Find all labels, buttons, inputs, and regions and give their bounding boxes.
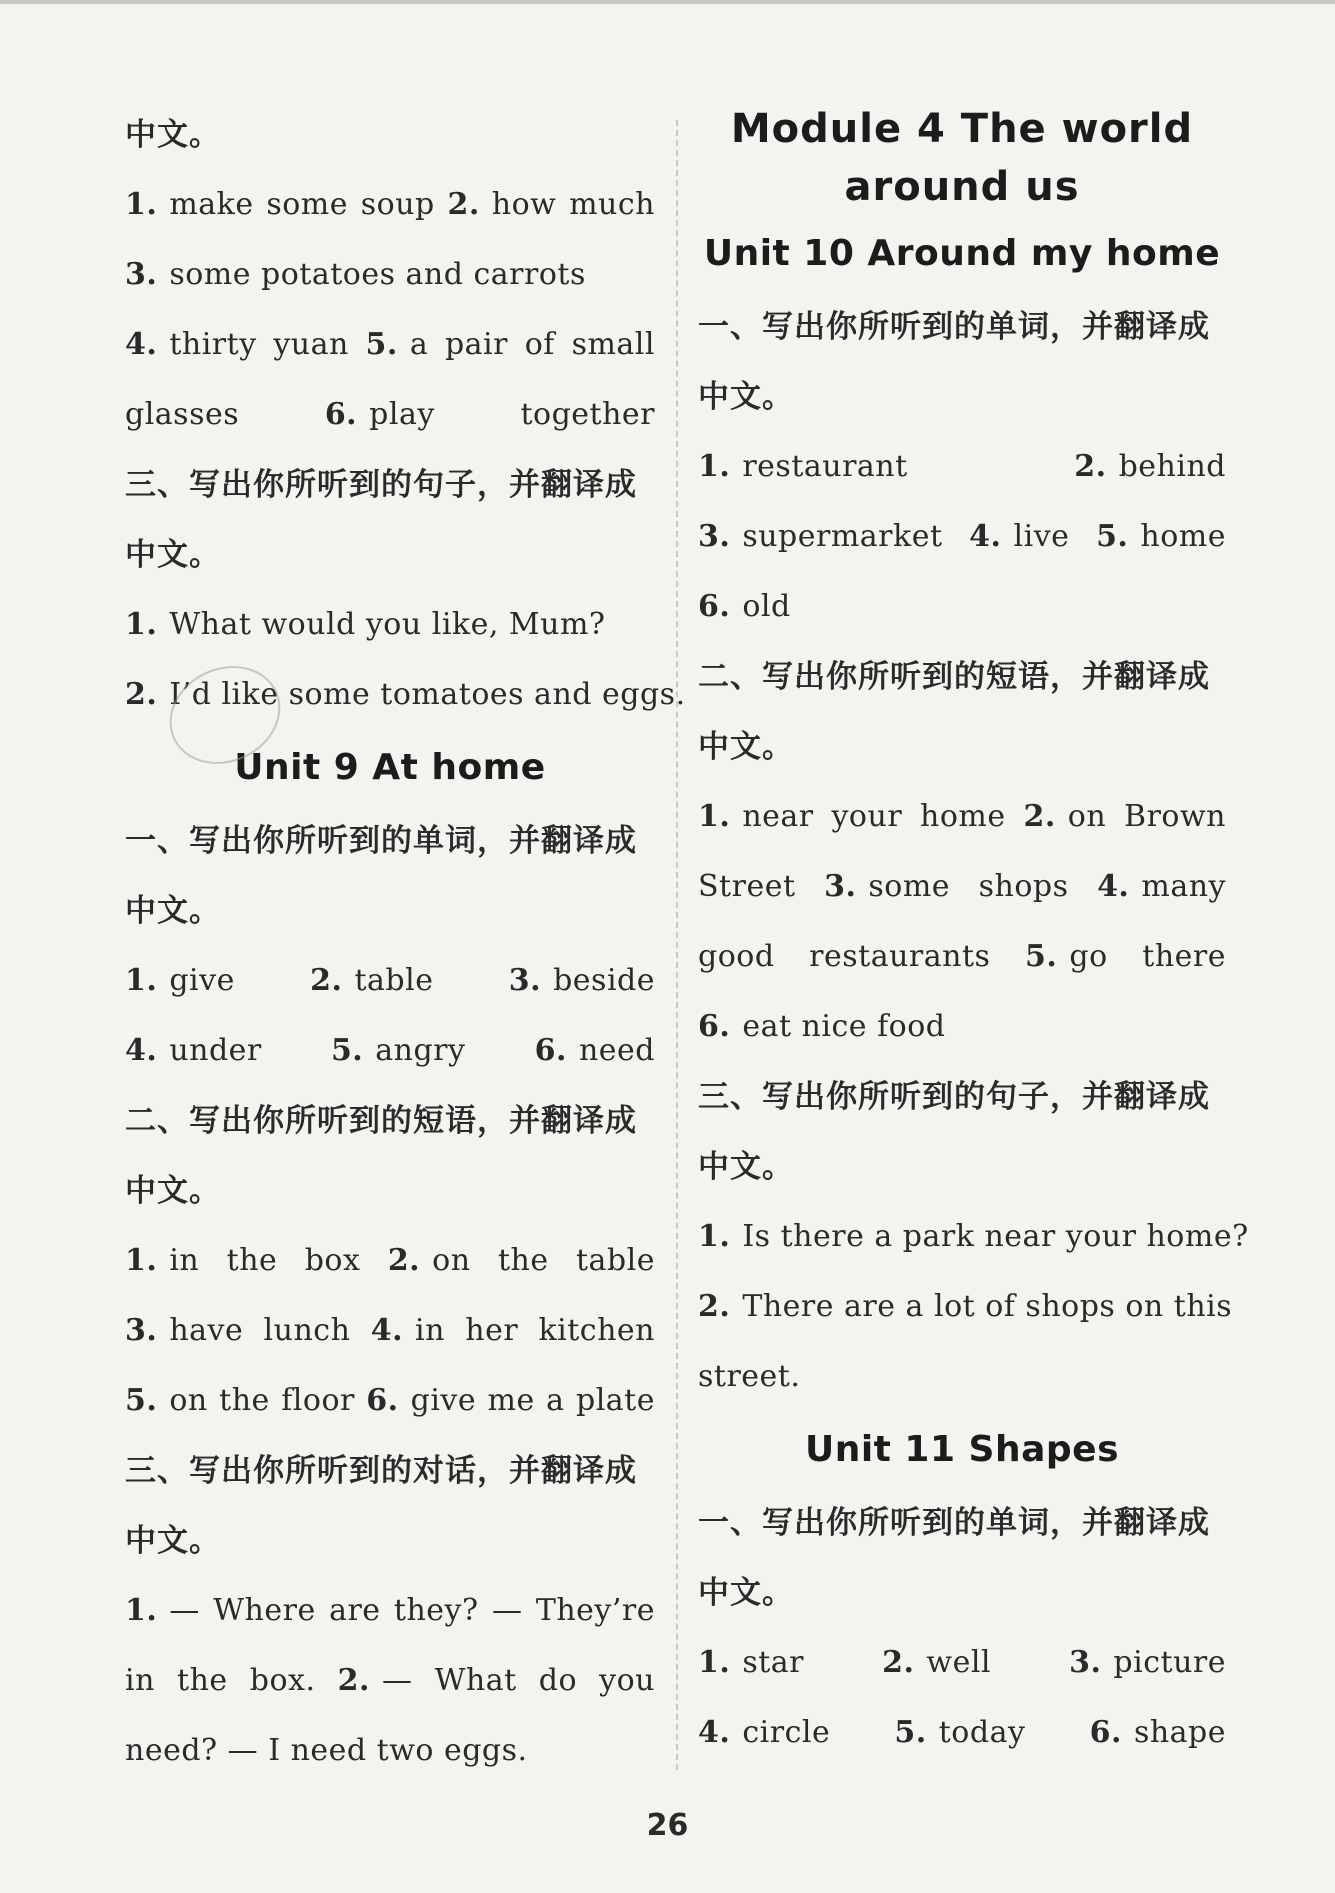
unit-title: Unit 9 At home xyxy=(234,747,546,788)
answer-line xyxy=(125,1366,655,1436)
item-number: 6. xyxy=(698,589,731,624)
item-number: 2. xyxy=(1074,449,1107,484)
item-text: eat nice food xyxy=(742,1009,946,1044)
item-number: 4. xyxy=(370,1313,404,1348)
answer-item xyxy=(698,869,796,904)
module-title-line2: around us xyxy=(844,164,1080,210)
section-heading: 一、写出你所听到的单词，并翻译成 xyxy=(125,823,637,859)
item-number: 3. xyxy=(698,519,731,554)
section-heading: 中文。 xyxy=(698,379,794,415)
item-number: 2. xyxy=(337,1663,370,1698)
item-text: a pair of small xyxy=(409,327,655,362)
item-number: 1. xyxy=(125,187,158,222)
item-text: in her kitchen xyxy=(415,1313,656,1348)
answer-item xyxy=(125,607,606,642)
item-text: behind xyxy=(1118,449,1226,484)
item-text: star xyxy=(742,1645,805,1680)
answer-item xyxy=(125,1383,355,1418)
answer-line xyxy=(698,1698,1226,1768)
item-text: in the box. xyxy=(125,1663,316,1698)
item-number: 4. xyxy=(1097,869,1130,904)
item-number: 4. xyxy=(698,1715,731,1750)
item-text: give xyxy=(169,963,235,998)
item-number: 5. xyxy=(330,1033,364,1068)
item-text: need? — I need two eggs. xyxy=(125,1733,528,1768)
item-number: 6. xyxy=(1089,1715,1122,1750)
item-number: 3. xyxy=(125,257,158,292)
item-text: how much xyxy=(491,187,655,222)
item-text: — What do you xyxy=(381,1663,655,1698)
answer-line xyxy=(698,1628,1226,1698)
unit-title: Unit 11 Shapes xyxy=(804,1429,1120,1470)
answer-line xyxy=(125,1016,655,1086)
item-number: 2. xyxy=(447,187,480,222)
answer-item xyxy=(698,1645,804,1680)
item-text: beside xyxy=(553,963,655,998)
item-number: 1. xyxy=(125,963,158,998)
item-number: 2. xyxy=(310,963,343,998)
item-text: thirty yuan xyxy=(169,327,349,362)
answer-item xyxy=(125,327,349,362)
item-number: 6. xyxy=(534,1033,567,1068)
item-number: 1. xyxy=(698,1219,731,1254)
item-text: — They’re xyxy=(491,1593,656,1628)
answer-item xyxy=(698,1289,1232,1324)
answer-item xyxy=(969,519,1069,554)
right-lines xyxy=(698,216,1249,1768)
answer-item xyxy=(388,1243,655,1278)
item-number: 3. xyxy=(508,963,542,998)
item-text: Is there a park near your home? xyxy=(742,1219,1249,1254)
item-text: some shops xyxy=(868,869,1069,904)
item-number: 1. xyxy=(125,1243,158,1278)
answer-line xyxy=(125,1576,655,1646)
item-text: have lunch xyxy=(169,1313,351,1348)
item-number: 2. xyxy=(882,1645,915,1680)
section-heading: 中文。 xyxy=(125,537,221,573)
item-text: table xyxy=(354,963,434,998)
item-text: supermarket xyxy=(742,519,943,554)
item-text: on Brown xyxy=(1067,799,1226,834)
section-heading: 三、写出你所听到的句子，并翻译成 xyxy=(125,467,637,503)
item-number: 5. xyxy=(1025,939,1058,974)
answer-line xyxy=(698,852,1226,922)
item-number: 5. xyxy=(894,1715,927,1750)
answer-line xyxy=(125,590,655,660)
item-number: 6. xyxy=(366,1383,399,1418)
item-number: 1. xyxy=(125,607,158,642)
answer-item xyxy=(698,519,943,554)
answer-item xyxy=(371,1313,655,1348)
answer-item xyxy=(492,1593,655,1628)
answer-item xyxy=(325,397,655,432)
answer-line xyxy=(698,432,1226,502)
answer-item xyxy=(894,1715,1025,1750)
item-number: 1. xyxy=(125,1593,158,1628)
answer-line xyxy=(698,922,1226,992)
item-text: go there xyxy=(1069,939,1226,974)
page-number: 26 xyxy=(646,1808,689,1843)
section-heading: 三、写出你所听到的句子，并翻译成 xyxy=(698,1079,1210,1115)
answer-item xyxy=(1025,939,1226,974)
item-text: some potatoes and carrots xyxy=(169,257,586,292)
item-text: angry xyxy=(375,1033,466,1068)
item-text: circle xyxy=(742,1715,831,1750)
answer-line xyxy=(125,170,655,240)
answer-item xyxy=(535,1033,655,1068)
section-heading: 一、写出你所听到的单词，并翻译成 xyxy=(698,309,1210,345)
item-text: What would you like, Mum? xyxy=(169,607,606,642)
item-number: 2. xyxy=(387,1243,421,1278)
unit-title: Unit 10 Around my home xyxy=(703,233,1221,274)
answer-line xyxy=(125,1646,655,1716)
answer-item xyxy=(366,327,655,362)
answer-item xyxy=(1023,799,1226,834)
answer-line xyxy=(698,1272,1233,1342)
section-heading: 中文。 xyxy=(698,1149,794,1185)
item-text: — Where are they? xyxy=(169,1593,479,1628)
answer-item xyxy=(1090,1715,1226,1750)
section-heading: 中文。 xyxy=(125,1173,221,1209)
item-text: restaurant xyxy=(742,449,908,484)
item-text: today xyxy=(938,1715,1026,1750)
answer-item xyxy=(125,963,235,998)
item-text: good restaurants xyxy=(698,939,991,974)
item-text: many xyxy=(1141,869,1226,904)
item-text: in the box xyxy=(169,1243,361,1278)
answer-line xyxy=(125,240,655,310)
item-text: glasses xyxy=(125,397,240,432)
section-heading: 二、写出你所听到的短语，并翻译成 xyxy=(698,659,1210,695)
item-text: near your home xyxy=(742,799,1006,834)
section-heading: 中文。 xyxy=(698,1575,794,1611)
item-text: old xyxy=(742,589,791,624)
item-text: make some soup xyxy=(169,187,435,222)
answer-line xyxy=(125,380,655,450)
answer-item xyxy=(366,1383,655,1418)
answer-item xyxy=(125,1593,479,1628)
answer-item xyxy=(509,963,655,998)
answer-line xyxy=(698,1342,1226,1412)
answer-line xyxy=(698,992,1226,1062)
item-text: street. xyxy=(698,1359,801,1394)
item-text: picture xyxy=(1113,1645,1226,1680)
answer-line xyxy=(698,782,1226,852)
answer-line xyxy=(125,310,655,380)
page-top-edge xyxy=(0,0,1335,4)
left-column xyxy=(125,100,686,1786)
section-heading: 一、写出你所听到的单词，并翻译成 xyxy=(698,1505,1210,1541)
section-heading: 中文。 xyxy=(125,893,221,929)
section-heading: 中文。 xyxy=(125,117,221,153)
answer-item xyxy=(125,257,586,292)
column-divider xyxy=(676,120,678,1770)
answer-item xyxy=(698,1359,800,1394)
item-text: home xyxy=(1140,519,1226,554)
item-text: live xyxy=(1013,519,1070,554)
item-number: 5. xyxy=(125,1383,158,1418)
answer-item xyxy=(447,187,655,222)
answer-item xyxy=(1097,869,1226,904)
section-heading: 中文。 xyxy=(698,729,794,765)
answer-line xyxy=(125,1716,655,1786)
answer-item xyxy=(698,1009,946,1044)
answer-line xyxy=(698,572,1226,642)
answer-item xyxy=(125,1733,528,1768)
item-text: give me a plate xyxy=(410,1383,655,1418)
item-number: 1. xyxy=(698,1645,731,1680)
item-number: 4. xyxy=(125,1033,158,1068)
item-number: 4. xyxy=(969,519,1002,554)
answer-item xyxy=(338,1663,655,1698)
item-number: 4. xyxy=(125,327,158,362)
answer-line xyxy=(125,1296,655,1366)
answer-item xyxy=(125,1663,316,1698)
item-number: 1. xyxy=(698,799,731,834)
answer-line xyxy=(125,1226,655,1296)
answer-item xyxy=(698,589,791,624)
item-number: 3. xyxy=(1069,1645,1102,1680)
item-number: 2. xyxy=(698,1289,731,1324)
answer-item xyxy=(125,1313,350,1348)
answer-item xyxy=(1096,519,1226,554)
item-text: play together xyxy=(369,397,655,432)
item-text: well xyxy=(926,1645,992,1680)
section-heading: 三、写出你所听到的对话，并翻译成 xyxy=(125,1453,637,1489)
answer-line xyxy=(698,1202,1249,1272)
answer-item xyxy=(1074,449,1226,484)
item-text: need xyxy=(578,1033,655,1068)
item-text: There are a lot of shops on this xyxy=(742,1289,1233,1324)
answer-item xyxy=(824,869,1068,904)
item-number: 6. xyxy=(698,1009,731,1044)
section-heading: 中文。 xyxy=(125,1523,221,1559)
item-number: 6. xyxy=(324,397,358,432)
module-title xyxy=(698,100,1226,216)
item-number: 2. xyxy=(125,677,158,712)
right-column xyxy=(698,100,1249,1768)
answer-item xyxy=(125,397,239,432)
answer-item xyxy=(698,799,1006,834)
answer-item xyxy=(698,449,908,484)
item-number: 3. xyxy=(824,869,857,904)
answer-item xyxy=(125,1033,262,1068)
section-heading: 二、写出你所听到的短语，并翻译成 xyxy=(125,1103,637,1139)
item-number: 1. xyxy=(698,449,731,484)
answer-item xyxy=(698,1219,1249,1254)
item-number: 5. xyxy=(1096,519,1129,554)
module-title-line1: Module 4 The world xyxy=(730,106,1194,152)
answer-item xyxy=(125,1243,360,1278)
answer-item xyxy=(698,939,990,974)
answer-item xyxy=(882,1645,991,1680)
item-text: Street xyxy=(698,869,796,904)
item-number: 5. xyxy=(365,327,398,362)
item-number: 3. xyxy=(125,1313,158,1348)
answer-item xyxy=(1069,1645,1226,1680)
answer-item xyxy=(125,187,435,222)
answer-item xyxy=(698,1715,830,1750)
item-text: I’d like some tomatoes and eggs. xyxy=(169,677,686,712)
item-text: under xyxy=(169,1033,262,1068)
item-number: 2. xyxy=(1023,799,1056,834)
answer-item xyxy=(310,963,433,998)
item-text: shape xyxy=(1133,1715,1226,1750)
item-text: on the floor xyxy=(169,1383,355,1418)
answer-item xyxy=(331,1033,466,1068)
answer-line xyxy=(698,502,1226,572)
answer-line xyxy=(125,946,655,1016)
item-text: on the table xyxy=(432,1243,655,1278)
